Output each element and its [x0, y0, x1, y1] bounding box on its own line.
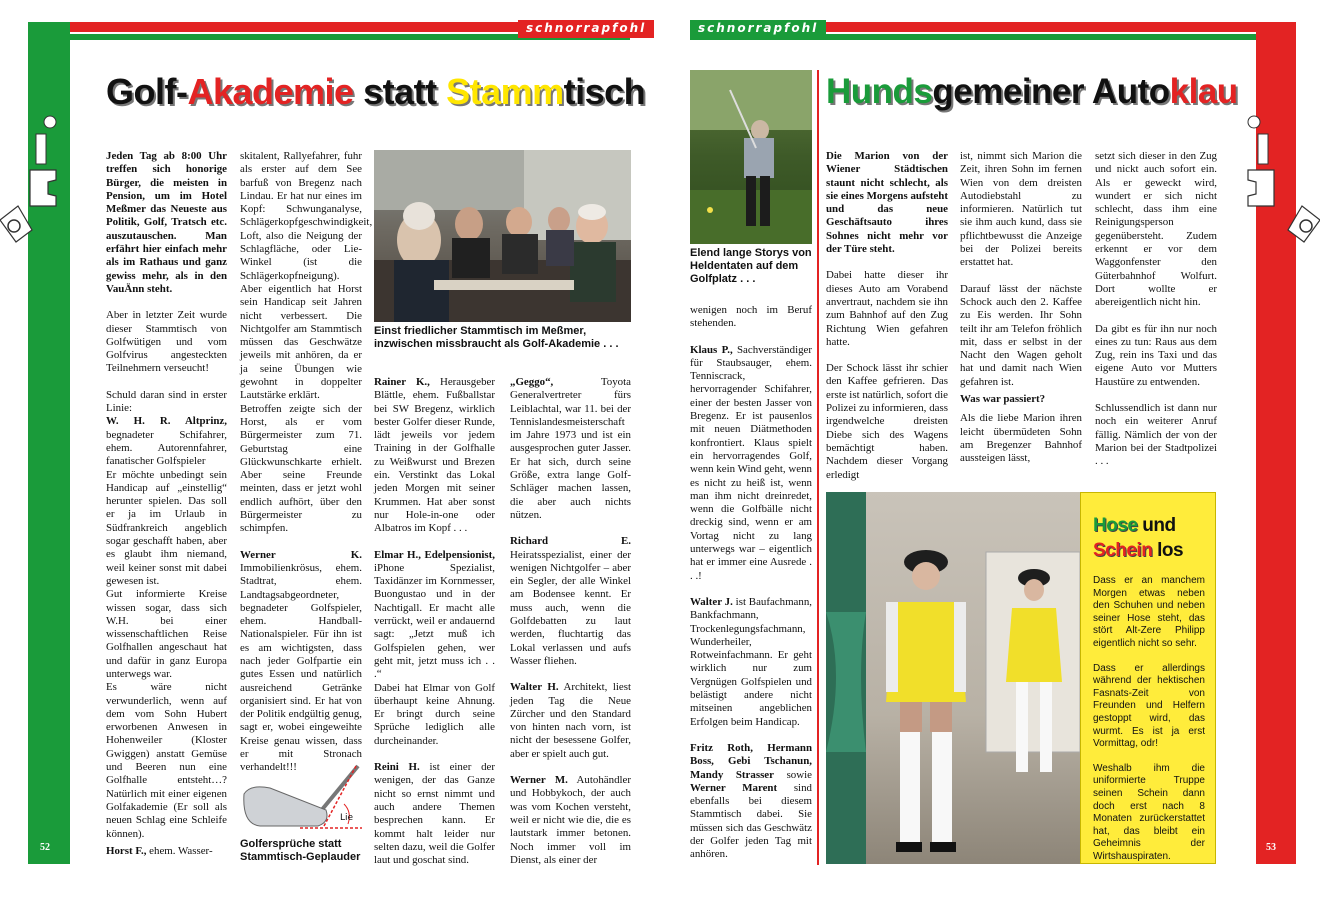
sidebox-text: Dass er an manchem Morgen etwas neben den Schuhen und neben seiner Hose steht, das stört Alt-Zere Philipp eigentlich nicht so sehr. Dass er allerdings während der hektischen Fasnats-Zeit von Freunden und Helfern gestoppt wird, das wurmt. Es ist ja erst Vormittag, odr! Weshalb ihm die uniformierte Truppe seinen Schein dann doch erst nach 8 Monaten zurückerstattet hat, das bleibt ein Geheimnis der Wirtshauspiraten.	[1093, 575, 1205, 862]
golfer-photo	[690, 70, 812, 244]
right-column-2: Die Marion von der Wiener Städtischen staunt nicht schlecht, als sie eines Morgens aufsteht und das neue Geschäftsauto ihres Sohnes nicht mehr vor der Türe steht. Dabei hatte dieser ihr dieses Auto am Vorabend anvertraut, nachdem sie ihn zum Bahnhof auf den Zug Richtung Wien gefahren hatte. Der Schock lässt ihr schier den Kaffee gefrieren. Das erste ist natürlich, sofort die Polizei zu informieren, dass irgendwelche dreisten Diebe sich des Wagens bemächtigt haben. Nachdem dieser Vorgang erledigt	[826, 150, 948, 481]
left-section-tag: schnorrapfohl	[518, 20, 654, 38]
left-column-2: skitalent, Rallyefahrer, fuhr als erster auf dem See barfuß von Bregenz nach Lindau. Er hat nur eines im Kopf: Schwunganalyse, Schlägerkopfgeschwindigkeit, Loft, also die Neigung der Schlagfläche, oder Lie-Winkel (ist die Schlägerkopfneigung). Aber eigentlich hat Horst sein Handicap seit Jahren nicht verbessert. Die Nichtgolfer am Stammtisch müssen das Geschwätze jeweils mit anhören, da er ja seine Übungen wie gewohnt in doppelter Lautstärke erklärt. Betroffen zeigte sich der Horst, als er vom Bürgermeister zum 71. Geburtstag eine Glückwunschkarte erhielt. Aber seine Freunde meinten, dass er jetzt wohl endlich aufhört, über den Bürgermeister zu schimpfen. Werner K. Immobilienkrösus, ehem. Stadtrat, ehem. Landtagsabgeordneter, begnadeter Golfspieler, ehem. Handball-Nationalspieler. Für ihn ist es am wichtigsten, dass nach jeder Golfpartie ein gutes Essen und natürlich ausreichend Getränke organisiert sind. Er hat von der Politik endgültig genug, sagt er, wobei eingeweihte Kreise genau wissen, dass er mit Stronach verhandelt!!!	[240, 150, 373, 774]
left-headline: Golf-Akademie statt Stammtisch	[106, 71, 646, 112]
right-page-number: 53	[1266, 842, 1276, 853]
left-column-4: „Geggo“, Toyota Generalvertreter fürs Leiblachtal, war 11. bei der Tennislandesmeisterschaft im Jahre 1973 und ist ein ausgesprochen guter Jasser. Er hat sich, durch seine Größe, extra lange Golf-Schläger machen lassen, die aber auch nichts nützen. Richard E. Heiratsspezialist, einer der wenigen Nichtgolfer – aber ein Segler, der alle Winkel am Bodensee kennt. Er muss auch, wenn die Golfdebatten zu laut werden, fluchtartig das Lokal verlassen und aufs Wasser fliehen. Walter H. Architekt, liest jeden Tag die Neue Zürcher und den Standard von hinten nach vorn, ist nicht der besessene Golfer, aber er spielt auch gut. Werner M. Autohändler und Hobbykoch, der auch was vom Kochen versteht, weil er nicht wie die, die es lautstark immer betonen. Noch immer voll im Dienst, als einer der	[510, 376, 632, 866]
club-caption: Golfersprüche statt Stammtisch-Geplauder	[240, 838, 361, 863]
hose-und-schein-sidebox	[1080, 492, 1216, 864]
left-page-number: 52	[40, 842, 50, 853]
right-column-4: setzt sich dieser in den Zug und nickt auch sofort ein. Als er geweckt wird, wundert er sich nicht schlecht, dass ihm eine Reinigungsperson gegenübersteht. Zudem erkennt er vor dem Waggonfenster den Güterbahnhof Wolfurt. Dort wollte er abereigentlich nicht hin. Da gibt es für ihn nur noch eines zu tun: Raus aus dem Zug, rein ins Taxi und das eigene Auto vor Mutters Haustüre zu entwenden. Schlussendlich ist dann nur noch ein weiterer Anruf fällig. Nämlich der von der Marion bei der Stadtpolizei . . .	[1095, 150, 1217, 468]
wrench-icon	[0, 110, 72, 270]
right-headline: Hundsgemeiner Autoklau	[826, 72, 1238, 111]
red-divider	[817, 70, 819, 865]
golf-club-icon	[240, 764, 365, 836]
stammtisch-photo	[374, 150, 631, 322]
right-section-tag: schnorrapfohl	[690, 20, 826, 38]
left-column-3: Rainer K., Herausgeber Blättle, ehem. Fußballstar bei SW Bregenz, wirklich bester Golfer dieser Runde, lädt jeweils vor jedem Training in der Golfhalle zu Weißwurst und Brezen ein. Verstinkt das Lokal jeden Morgen mit seiner Krummen. Hat aber sonst nur Hole-in-one oder Albatros im Kopf . . . Elmar H., Edelpensionist, iPhone Spezialist, Taxidänzer im Kornmesser, Buongustao und in der Nachtigall. Er macht alle verrückt, weil er andauernd sagt: „Jetzt muß ich Golfspielen gehen, wer geht mit, jetzt muss ich . . .“ Dabei hat Elmar von Golf überhaupt keine Ahnung. Er bringt durch seine Sprüche lediglich alle durcheinander. Reini H. ist einer der wenigen, der das Ganze nicht so ernst nimmt und auch andere Themen besprechen kann. Er kommt halt leider nur selten dazu, weil die Golfer laut und goschat sind.	[374, 376, 495, 867]
sidebox-title-line2: Schein los	[1093, 540, 1184, 561]
left-column-1: Jeden Tag ab 8:00 Uhr treffen sich honorige Bürger, die meisten in Pension, um im Hotel Meßmer das Neueste aus Politik, Golf, Tratsch etc. auszutauschen. Man erfährt hier einfach mehr als im Rathaus und ganz gewiss mehr, als in den VauÄnn steht. Aber in letzter Zeit wurde dieser Stammtisch von Golfwütigen und vom Golfvirus angesteckten Teilnehmern verseucht! Schuld daran sind in erster Linie: W. H. R. Altprinz, begnadeter Schifahrer, ehem. Autorennfahrer, fanatischer Golfspieler Er möchte unbedingt sein Handicap auf „einstellig“ herunter spielen. Das soll er ja im Urlaub in Südfrankreich angeblich sogar geschafft haben, aber es glaubt ihm niemand, weil keiner sonst mit dabei gewesen ist. Gut informierte Kreise wissen sogar, dass sich W.H. bei einer wissenschaftlichen Reise Golfhallen angeschaut hat und dafür in ganz Europa unterwegs war. Es wäre nicht verwunderlich, wenn auf dem vom Sohn Hubert erworbenen Anwesen in Hohenweiler (Kloster Gwiggen) anstatt Gemüse und Beeren nun eine Golfhalle entsteht…? Natürlich mit einer eigenen Golfakademie (Er soll als neuen Schlag eine Schleife können). Horst F., ehem. Wasser-	[106, 150, 227, 857]
golfer-photo-caption: Elend lange Storys von Heldentaten auf dem Golfplatz . . .	[690, 247, 812, 285]
costume-photo	[826, 492, 1080, 864]
right-column-3: ist, nimmt sich Marion die Zeit, ihren Sohn im fernen Wien von dem dreisten Autodiebstahl zu informieren. Natürlich tut sie ihm auch kund, dass sie pflichtbewusst die Anzeige bei der Polizei bereits erstattet hat. Darauf lässt der nächste Schock auch den 2. Kaffee zu Eis werden. Ihr Sohn teilt ihr am Telefon fröhlich mit, dass er selbst in der Nacht den Wagen geholt hat und damit nach Wien gefahren ist. Was war passiert? Als die liebe Marion ihren leicht übermüdeten Sohn am Bregenzer Bahnhof aussteigen lässt,	[960, 150, 1082, 465]
right-column-1: wenigen noch im Beruf stehenden. Klaus P., Sachverständiger für Staubsauger, ehem. Tenniscrack, hervorragender Schifahrer, einer der besten Jasser von Bregenz. Er ist pausenlos mit neuen Diätmethoden konfrontiert. Klaus spielt ein hervorragendes Golf, wenn kein Wind geht, wenn es nicht zu heiß ist, wenn man ihm nicht dreinredet, wenn die Golfbälle nicht dreckig sind, wenn er am Vortag nicht zu lang unterwegs war – eigentlich hat er immer eine Ausrede . . .! Walter J. ist Baufachmann, Bankfachmann, Trockenlegungsfachmann, Wunderheiler, Rotweinfachmann. Er geht wirklich nur zum Vergnügen Golfspielen und belästigt andere nicht mitseinen angeblichen Erfolgen beim Handicap. Fritz Roth, Hermann Boss, Gebi Tschanun, Mandy Strasser sowie Werner Marent sind ebenfalls bei diesem Stammtisch dabei. Sie müssen sich das Geschwätz der Golfer jeden Tag mit anhören.	[690, 304, 813, 861]
stammtisch-photo-caption: Einst friedlicher Stammtisch im Meßmer, inzwischen missbraucht als Golf-Akademie . . .	[374, 325, 619, 350]
sidebox-title-line1: Hose und	[1093, 515, 1176, 536]
club-lie-label: Lie	[340, 813, 354, 823]
wrench-right-icon	[1232, 110, 1320, 270]
subhead: Was war passiert?	[960, 393, 1046, 406]
intro-text: Jeden Tag ab 8:00 Uhr treffen sich honorige Bürger, die meisten in Pension, um im Hotel Meßmer das Neueste aus Politik, Golf, Tratsch etc. auszutauschen. Man erfährt hier einfach mehr als im Rathaus und ganz gewiss mehr, als in den VauÄnn steht.	[106, 150, 227, 295]
